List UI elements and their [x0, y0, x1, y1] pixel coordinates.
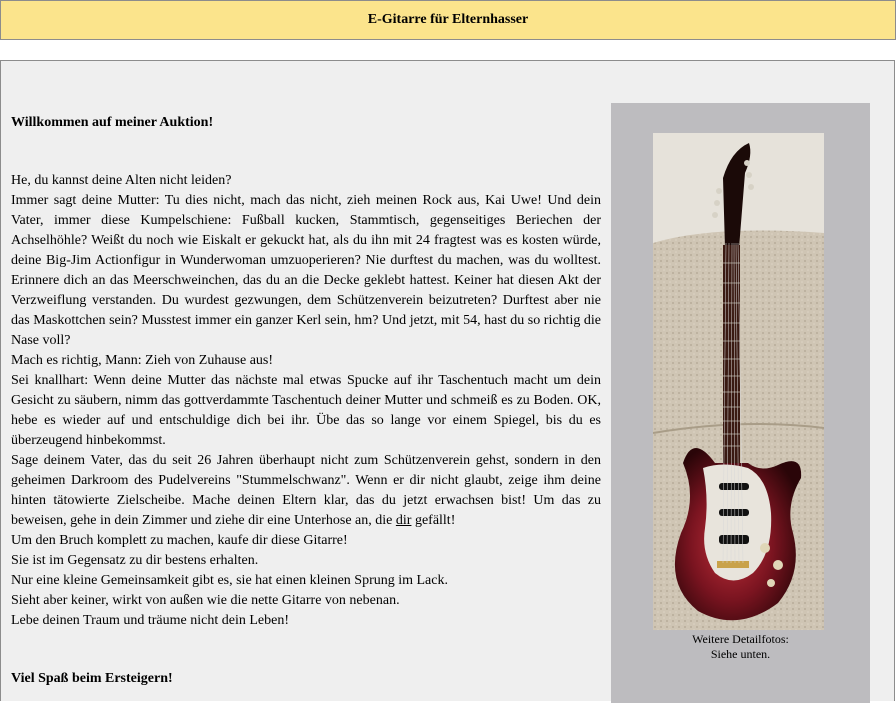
paragraph-father-text: Sage deinem Vater, das du seit 26 Jahren überhaupt nicht zum Schützenverein gehst, sondern in den geheimen Darkroom des Pudelvereins "Stummelschwanz". Wenn er dir nicht glaubt, zeige ihm deine hinten tätowierte Zielscheibe. Mache deinen Eltern klar, das du jetzt erwachsen bist! Um das zu beweisen, gehe in dein Zimmer und ziehe dir eine Unterhose an, die — [11, 453, 601, 528]
paragraph-dream: Lebe deinen Traum und träume nicht dein Leben! — [11, 613, 289, 628]
paragraph-looks: Sieht aber keiner, wirkt von außen wie die nette Gitarre von nebenan. — [11, 593, 400, 608]
auction-description-panel — [0, 60, 895, 701]
paragraph-mother: Sei knallhart: Wenn deine Mutter das nächste mal etwas Spucke auf ihr Taschentuch macht um dein Gesicht zu säubern, nimm das gottverdammte Taschentuch deiner Mutter und schmeiß es zu Boden. OK, hebe es wieder auf und entschuldige dich bei ihr. Übe das so lange vor einem Spiegel, bis du es überzeugend hinbekommst. — [11, 373, 601, 448]
paragraph-father — [11, 451, 601, 531]
paragraph-move-out: Mach es richtig, Mann: Zieh von Zuhause aus! — [11, 353, 274, 368]
caption-line-1: Weitere Detailfotos: — [692, 632, 789, 646]
photo-caption — [611, 632, 870, 662]
description-text — [11, 113, 601, 689]
guitar-illustration — [653, 133, 824, 630]
paragraph-buy: Um den Bruch komplett zu machen, kaufe dir diese Gitarre! — [11, 533, 348, 548]
caption-line-2: Siehe unten. — [710, 647, 771, 661]
paragraph-condition: Sie ist im Gegensatz zu dir bestens erhalten. — [11, 553, 259, 568]
closing-heading: Viel Spaß beim Ersteigern! — [11, 671, 173, 686]
guitar-photo — [653, 133, 824, 630]
page-title: E-Gitarre für Elternhasser — [367, 12, 529, 27]
paragraph-intro: He, du kannst deine Alten nicht leiden? — [11, 173, 232, 188]
auction-title-bar — [0, 0, 896, 40]
paragraph-crack: Nur eine kleine Gemeinsamkeit gibt es, sie hat einen kleinen Sprung im Lack. — [11, 573, 448, 588]
underlined-word: dir — [395, 513, 412, 528]
paragraph-parents: Immer sagt deine Mutter: Tu dies nicht, mach das nicht, zieh meinen Rock aus, Kai Uwe! Und dein Vater, immer diese Kumpelschiene: Fußball kucken, Stammtisch, gegenseitiges Beriechen der Achselhöhle? Weißt du noch wie Eiskalt er gekuckt hat, als du ihn mit 24 fragtest was es kosten würde, deine Big-Jim Actionfigur in Wunderwoman umzuoperieren? Nie durftest du machen, was du wolltest. Erinnere dich an das Meerschweinchen, das du an die Decke geklebt hattest. Keiner hat diesen Akt der Verzweiflung verstanden. Du wurdest gezwungen, dem Schützenverein beizutreten? Durftest aber nie das Maskottchen sein? Musstest immer ein ganzer Kerl sein, hm? Und jetzt, mit 54, hast du so richtig die Nase voll? — [11, 193, 601, 348]
paragraph-father-end: gefällt! — [414, 513, 456, 528]
welcome-heading: Willkommen auf meiner Auktion! — [11, 115, 214, 130]
photo-frame — [611, 103, 870, 703]
